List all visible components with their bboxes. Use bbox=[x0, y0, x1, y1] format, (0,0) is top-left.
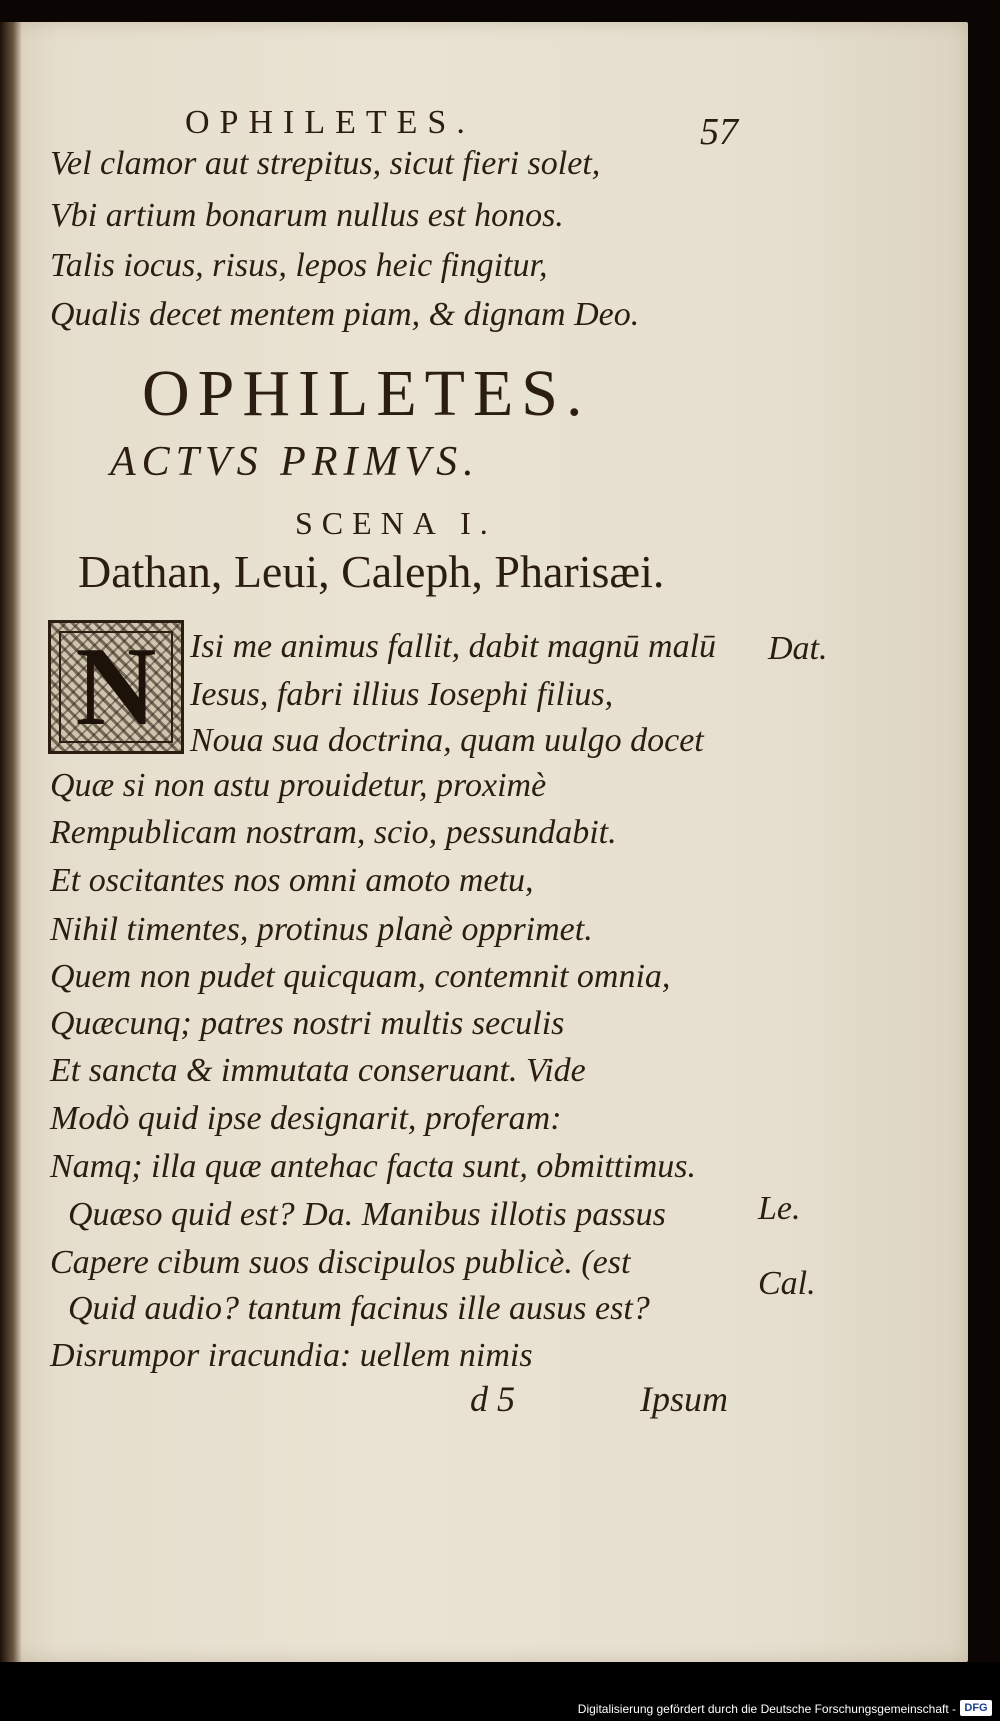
verse-line: Noua sua doctrina, quam uulgo docet bbox=[190, 722, 704, 759]
prologue-line: Vbi artium bonarum nullus est honos. bbox=[50, 197, 564, 234]
signature-mark: d 5 bbox=[470, 1379, 515, 1419]
verse-line: Et sancta & immutata conseruant. Vide bbox=[50, 1052, 586, 1089]
verse-line: Modò quid ipse designarit, proferam: bbox=[50, 1100, 562, 1137]
decorated-initial bbox=[48, 620, 184, 754]
scene-heading: SCENA I. bbox=[295, 505, 497, 541]
initial-letter: N bbox=[75, 624, 157, 749]
verse-line: Capere cibum suos discipulos publicè. (est bbox=[50, 1244, 631, 1281]
verse-line: Nihil timentes, protinus planè opprimet. bbox=[50, 911, 593, 948]
play-title: OPHILETES. bbox=[142, 357, 591, 430]
verse-line: Quæso quid est? Da. Manibus illotis passus bbox=[68, 1196, 666, 1233]
prologue-line: Qualis decet mentem piam, & dignam Deo. bbox=[50, 296, 640, 333]
dramatis-personae: Dathan, Leui, Caleph, Pharisæi. bbox=[78, 546, 665, 597]
catchword: Ipsum bbox=[640, 1379, 728, 1419]
verse-line: Et oscitantes nos omni amoto metu, bbox=[50, 862, 534, 899]
verse-line: Disrumpor iracundia: uellem nimis bbox=[50, 1337, 533, 1374]
page-gutter bbox=[0, 22, 22, 1662]
act-heading: ACTVS PRIMVS. bbox=[110, 439, 480, 485]
verse-line: Iesus, fabri illius Iosephi filius, bbox=[190, 676, 614, 713]
prologue-line: Vel clamor aut strepitus, sicut fieri solet, bbox=[50, 145, 601, 182]
speaker-caleph: Cal. bbox=[758, 1265, 816, 1302]
verse-line: Quæ si non astu prouidetur, proximè bbox=[50, 767, 547, 804]
verse-line: Namq; illa quæ antehac facta sunt, obmittimus. bbox=[50, 1148, 696, 1185]
speaker-dathan: Dat. bbox=[768, 630, 828, 667]
verse-line: Isi me animus fallit, dabit magnū malū bbox=[190, 628, 717, 665]
footer-credit: Digitalisierung gefördert durch die Deutsche Forschungsgemeinschaft - bbox=[577, 1702, 956, 1716]
verse-line: Rempublicam nostram, scio, pessundabit. bbox=[50, 814, 617, 851]
dfg-logo-icon: DFG bbox=[960, 1700, 992, 1716]
prologue-line: Talis iocus, risus, lepos heic fingitur, bbox=[50, 247, 548, 284]
verse-line: Quem non pudet quicquam, contemnit omnia, bbox=[50, 958, 671, 995]
verse-line: Quid audio? tantum facinus ille ausus est? bbox=[68, 1290, 650, 1327]
verse-line: Quæcunq; patres nostri multis seculis bbox=[50, 1005, 565, 1042]
page-number: 57 bbox=[700, 111, 738, 153]
running-head: OPHILETES. bbox=[185, 104, 475, 141]
speaker-leui: Le. bbox=[758, 1190, 801, 1227]
